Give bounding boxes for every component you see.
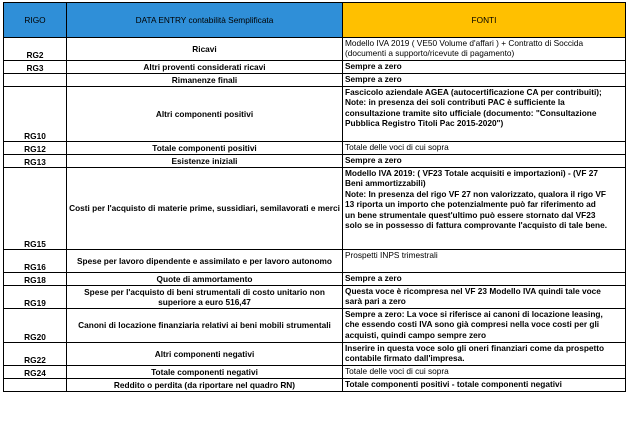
fonti-line: solo se in possesso di fattura comprovante l'acquisto di tale bene. [345,220,608,231]
table-row [4,168,626,250]
fonti-line: Beni ammortizzabili) [345,178,426,189]
fonti-line: Sempre a zero [345,273,402,283]
fonti-line: Totale componenti positivi - totale componenti negativi [345,379,562,389]
voce-cell: Altri componenti negativi [67,343,343,366]
table-row [4,74,626,87]
fonti-cell [343,74,626,87]
voce-cell: Altri proventi considerati ricavi [67,61,343,74]
fonti-line: Modello IVA 2019: ( VF23 Totale acquisiti e importazioni) - (VF 27 [345,168,598,178]
rigo-cell [4,379,67,392]
table-row [4,366,626,379]
header-row [4,3,626,38]
fonti-cell [343,38,626,61]
table-row [4,273,626,286]
fonti-cell [343,142,626,155]
fonti-line: Note: in presenza dei soli contributi PAC è sufficiente la [345,97,565,108]
voce-cell: Costi per l'acquisto di materie prime, sussidiari, semilavorati e merci [67,168,343,250]
rigo-cell: RG10 [4,87,67,142]
voce-cell: Rimanenze finali [67,74,343,87]
header-data-entry: DATA ENTRY contabilità Semplificata [67,3,343,38]
fonti-line: Pubblica Registro Titoli Pac 2015-2020") [345,118,504,129]
voce-cell: Spese per l'acquisto di beni strumentali di costo unitario non superiore a euro 516,47 [67,286,343,309]
table-row [4,309,626,343]
rigo-cell [4,74,67,87]
fonti-line: che essendo costi IVA sono già compresi nella voce costi per gli [345,319,600,330]
fonti-cell [343,343,626,366]
fonti-cell [343,155,626,168]
fonti-line: Sempre a zero: La voce si riferisce ai canoni di locazione leasing, [345,309,603,319]
rigo-cell: RG13 [4,155,67,168]
voce-cell: Quote di ammortamento [67,273,343,286]
fonti-line: Note: In presenza del rigo VF 27 non valorizzato, qualora il rigo VF [345,188,606,199]
rigo-cell: RG24 [4,366,67,379]
fonti-line: Sempre a zero [345,61,402,71]
voce-cell: Ricavi [67,38,343,61]
fonti-line: consultazione tramite sito ufficiale (documento: "Consultazione [345,107,597,118]
table-row [4,142,626,155]
voce-cell: Reddito o perdita (da riportare nel quadro RN) [67,379,343,392]
table-row [4,250,626,273]
rigo-cell: RG20 [4,309,67,343]
fonti-line: contabile firmato dall'impresa. [345,353,465,364]
fonti-line: Questa voce è ricompresa nel VF 23 Modello IVA quindi tale voce [345,286,601,296]
fonti-line: 13 riporta un importo che potenzialmente può far riferimento ad [345,199,596,210]
fonti-cell [343,250,626,273]
fonti-line: Inserire in questa voce solo gli oneri finanziari come da prospetto [345,343,605,353]
fonti-cell [343,366,626,379]
rigo-cell: RG2 [4,38,67,61]
rigo-cell: RG12 [4,142,67,155]
fonti-cell [343,168,626,250]
fonti-line: Modello IVA 2019 ( VE50 Volume d'affari ) + Contratto di Soccida [345,38,584,48]
voce-cell: Esistenze iniziali [67,155,343,168]
table-row [4,61,626,74]
fonti-cell [343,61,626,74]
fonti-line: Sempre a zero [345,155,402,165]
fonti-line: (documenti a supporto/ricevute di pagamento) [345,48,515,59]
fonti-line: Totale delle voci di cui sopra [345,142,449,152]
table-row [4,87,626,142]
fonti-line: Sempre a zero [345,74,402,84]
fonti-line: sarà pari a zero [345,296,406,307]
rigo-cell: RG19 [4,286,67,309]
voce-cell: Canoni di locazione finanziaria relativi ai beni mobili strumentali [67,309,343,343]
data-entry-table [3,2,626,392]
rigo-cell: RG15 [4,168,67,250]
header-fonti: FONTI [343,3,626,38]
header-rigo: RIGO [4,3,67,38]
rigo-cell: RG18 [4,273,67,286]
fonti-cell [343,273,626,286]
table-body [4,38,626,392]
voce-cell: Totale componenti positivi [67,142,343,155]
table-row [4,38,626,61]
table-row [4,379,626,392]
fonti-line: un bene strumentale quest'ultimo può essere stornato dal VF23 [345,209,596,220]
fonti-line: Fascicolo aziendale AGEA (autocertificazione CA per contribuiti); [345,87,602,97]
rigo-cell: RG16 [4,250,67,273]
fonti-cell [343,379,626,392]
rigo-cell: RG22 [4,343,67,366]
table-row [4,286,626,309]
fonti-line: acquisti, quindi campo sempre zero [345,329,487,340]
fonti-cell [343,309,626,343]
table-row [4,155,626,168]
fonti-cell [343,87,626,142]
fonti-cell [343,286,626,309]
voce-cell: Altri componenti positivi [67,87,343,142]
voce-cell: Totale componenti negativi [67,366,343,379]
table-row [4,343,626,366]
fonti-line: Prospetti INPS trimestrali [345,250,438,260]
voce-cell: Spese per lavoro dipendente e assimilato e per lavoro autonomo [67,250,343,273]
rigo-cell: RG3 [4,61,67,74]
fonti-line: Totale delle voci di cui sopra [345,366,449,376]
